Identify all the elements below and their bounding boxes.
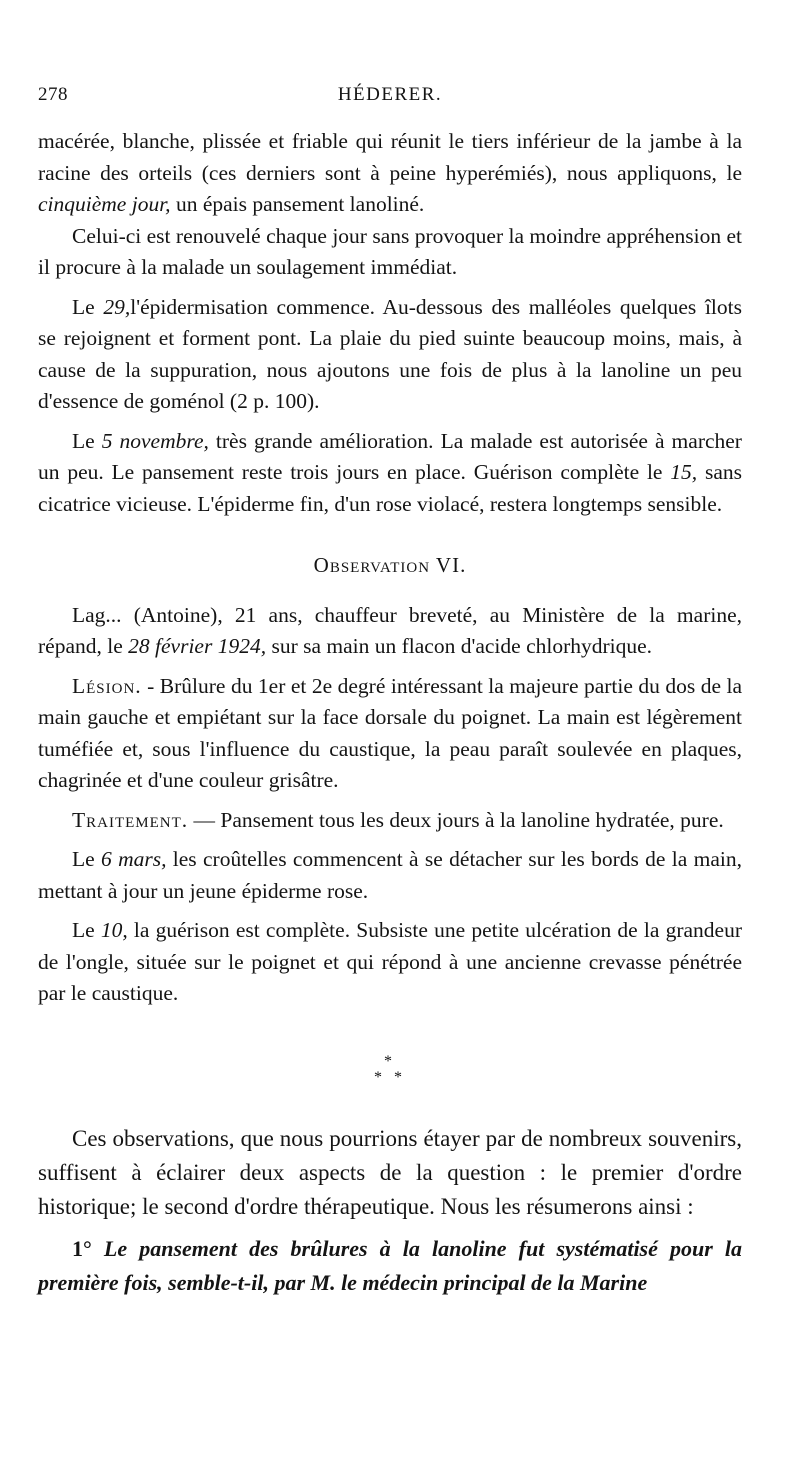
running-title: HÉDERER.: [337, 84, 443, 105]
paragraph-1: [38, 126, 742, 221]
traitement-paragraph: [38, 805, 742, 837]
paragraph-9-text: Le pansement des brûlures à la lanoline fut systématisé pour la première fois, semble-t-il, par M. le médecin principal de la Marine: [38, 1235, 743, 1295]
paragraph-6: [38, 844, 742, 907]
paragraph-5-text: Lag... (Antoine), 21 ans, chauffeur breveté, au Ministère de la marine, répand, le: [38, 602, 742, 658]
paragraph-4-text: très grande amélioration. La malade est autorisée à marcher un peu. Le pansement reste trois jours en place. Guérison complète le: [38, 428, 742, 484]
paragraph-3-date: 29,: [103, 294, 131, 319]
paragraph-4-date-2: 15,: [670, 460, 698, 484]
paragraph-6-text: les croûtelles commencent à se détacher sur les bords de la main, mettant à jour un jeune épiderme rose.: [38, 847, 742, 903]
paragraph-7-start: Le: [72, 918, 101, 942]
paragraph-7-text: la guérison est complète. Subsiste une petite ulcération de la grandeur de l'ongle, située sur le poignet et qui répond à une ancienne crevasse pénétrée par le caustique.: [38, 918, 742, 1005]
observation-label: Observation: [313, 553, 431, 577]
paragraph-7-date: 10,: [100, 918, 128, 942]
observation-number: VI.: [435, 553, 467, 577]
paragraph-3: [38, 292, 742, 418]
paragraph-7: [38, 915, 742, 1010]
lesion-paragraph: [38, 671, 742, 797]
section-stars: * * *: [374, 1052, 406, 1086]
paragraph-1-emphasis: cinquième jour,: [38, 192, 171, 216]
lesion-text: - Brûlure du 1er et 2e degré intéressant la majeure partie du dos de la main gauche et empiétant sur la face dorsale du poignet. La main est légèrement tuméfiée et, sous l'influence du caustique, la peau paraît soulevée en plaques, chagrinée et d'une couleur grisâtre.: [38, 673, 742, 792]
paragraph-8: Ces observations, que nous pourrions étayer par de nombreux souvenirs, suffisent à éclairer deux aspects de la question : le premier d'ordre historique; le second d'ordre thérapeutique. Nous les résumerons ainsi :: [38, 1125, 742, 1219]
paragraph-6-start: Le: [72, 847, 101, 871]
paragraph-5-end: sur sa main un flacon d'acide chlorhydrique.: [266, 634, 653, 658]
paragraph-5-date: 28 février 1924,: [128, 634, 267, 658]
paragraph-9: [38, 1232, 742, 1300]
paragraph-4-start: Le: [72, 428, 102, 453]
traitement-text: — Pansement tous les deux jours à la lanoline hydratée, pure.: [188, 807, 724, 832]
lesion-label: Lésion.: [72, 673, 142, 698]
paragraph-4-end: sans cicatrice vicieuse. L'épiderme fin, d'un rose violacé, restera longtemps sensible.: [38, 460, 742, 516]
paragraph-9-number: 1°: [72, 1235, 92, 1261]
page-number: 278: [38, 84, 68, 105]
body-text: [38, 126, 742, 1300]
paragraph-5: [38, 600, 742, 663]
paragraph-3-start: Le: [72, 294, 104, 319]
paragraph-6-date: 6 mars,: [101, 847, 167, 871]
paragraph-4: [38, 426, 742, 521]
paragraph-3-text: l'épidermisation commence. Au-dessous des malléoles quelques îlots se rejoignent et forment pont. La plaie du pied suinte beaucoup moins, mais, à cause de la suppuration, nous ajoutons une fois de plus à la lanoline un peu d'essence de goménol (2 p. 100).: [38, 294, 742, 413]
paragraph-1-end: un épais pansement lanoliné.: [170, 192, 425, 216]
observation-heading: [38, 550, 742, 582]
running-header: [38, 84, 742, 120]
paragraph-1-text: macérée, blanche, plissée et friable qui réunit le tiers inférieur de la jambe à la racine des orteils (ces derniers sont à peine hyperémiés), nous appliquons, le: [38, 129, 742, 185]
paragraph-2: Celui-ci est renouvelé chaque jour sans provoquer la moindre appréhension et il procure à la malade un soulagement immédiat.: [38, 223, 742, 279]
paragraph-4-date: 5 novembre,: [101, 428, 209, 453]
traitement-label: Traitement.: [72, 807, 189, 832]
